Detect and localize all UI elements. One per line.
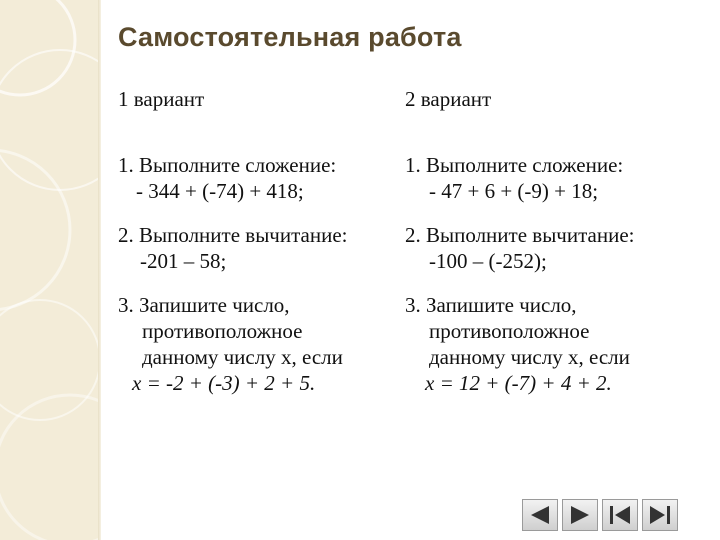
variant-column-1: [118, 86, 398, 395]
decorative-left-strip: [0, 0, 98, 540]
task-expression: x = 12 + (-7) + 4 + 2.: [425, 371, 612, 395]
first-slide-button[interactable]: [602, 499, 638, 531]
last-slide-button[interactable]: [642, 499, 678, 531]
task-subtraction: [118, 222, 348, 274]
previous-slide-icon: [527, 504, 553, 526]
decorative-circles-icon: [0, 0, 98, 540]
task-opposite-number: [118, 292, 343, 396]
task-label: 1. Выполните сложение:: [118, 153, 337, 177]
task-expression: - 344 + (-74) + 418;: [136, 179, 304, 203]
slide-title: Самостоятельная работа: [118, 22, 462, 52]
task-label: 2. Выполните вычитание:: [118, 223, 348, 247]
task-subtraction: [405, 222, 635, 274]
task-text: противоположное: [429, 319, 590, 343]
variant-heading: 2 вариант: [405, 87, 492, 111]
task-expression: -201 – 58;: [140, 249, 227, 273]
task-label: 2. Выполните вычитание:: [405, 223, 635, 247]
task-label: 3. Запишите число,: [405, 293, 577, 317]
first-slide-icon: [607, 504, 633, 526]
previous-slide-button[interactable]: [522, 499, 558, 531]
task-label: 3. Запишите число,: [118, 293, 290, 317]
task-expression: x = -2 + (-3) + 2 + 5.: [132, 371, 316, 395]
variant-column-2: [405, 86, 705, 395]
task-expression: -100 – (-252);: [429, 249, 547, 273]
task-label: 1. Выполните сложение:: [405, 153, 624, 177]
task-addition: [405, 152, 623, 204]
next-slide-icon: [567, 504, 593, 526]
task-text: противоположное: [142, 319, 303, 343]
task-text: данному числу x, если: [429, 345, 630, 369]
task-addition: [118, 152, 336, 204]
task-opposite-number: [405, 292, 630, 396]
task-text: данному числу x, если: [142, 345, 343, 369]
variant-heading: 1 вариант: [118, 87, 205, 111]
next-slide-button[interactable]: [562, 499, 598, 531]
task-expression: - 47 + 6 + (-9) + 18;: [429, 179, 599, 203]
strip-edge-divider: [98, 0, 101, 540]
last-slide-icon: [647, 504, 673, 526]
